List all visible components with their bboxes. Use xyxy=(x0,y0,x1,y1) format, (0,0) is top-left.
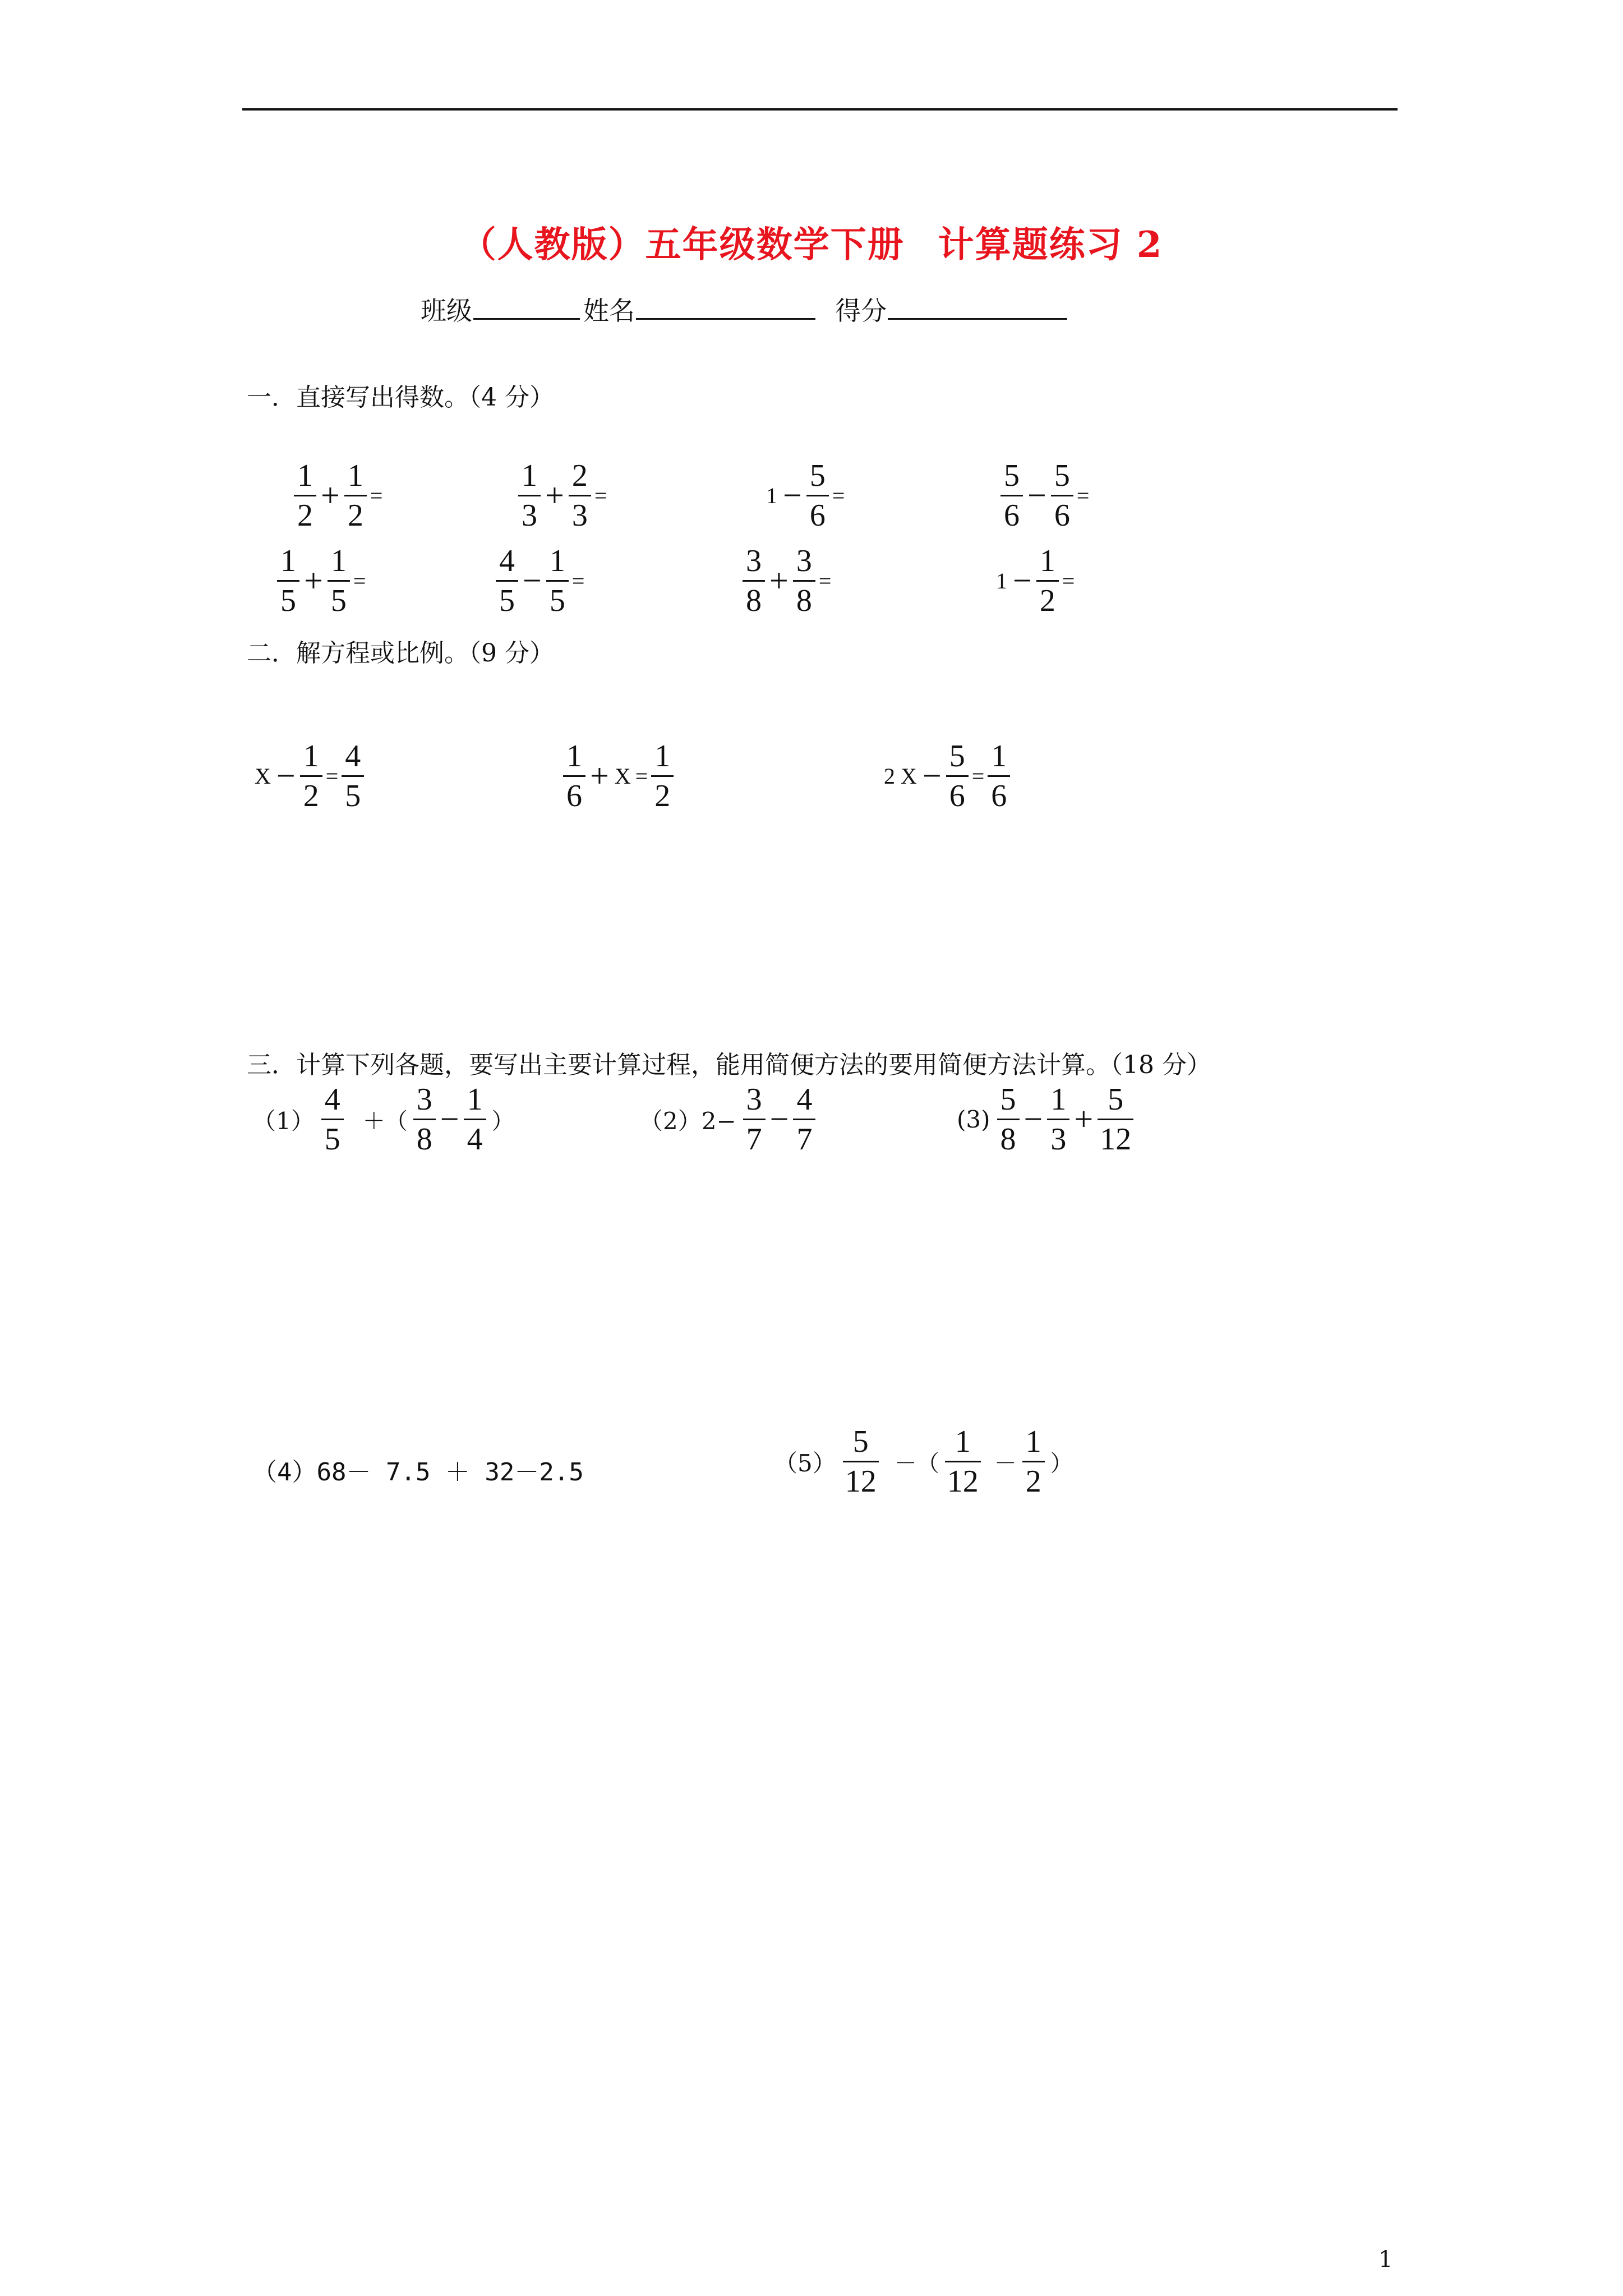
fraction: $\frac{3}{8}$ xyxy=(793,544,815,618)
section1-item xyxy=(292,459,384,532)
equals-sign: = xyxy=(818,568,832,593)
eq1-op: − xyxy=(276,757,296,794)
equals-sign: = xyxy=(594,483,607,508)
eq3-frac-a: $\frac{5}{6}$ xyxy=(946,739,969,813)
student-info-fields xyxy=(421,291,1071,328)
operator: − xyxy=(783,477,802,514)
p5-op1: －（ xyxy=(894,1451,939,1476)
fraction: $\frac{1}{2}$ xyxy=(294,459,316,532)
eq1-var: X xyxy=(255,763,271,789)
class-blank[interactable] xyxy=(473,296,580,320)
operator: − xyxy=(523,562,542,599)
fraction: $\frac{4}{5}$ xyxy=(496,544,518,618)
operator: − xyxy=(1027,477,1046,514)
section3-heading: 三．计算下列各题，要写出主要计算过程，能用简便方法的要用简便方法计算。（18 分） xyxy=(247,1051,1211,1079)
header-rule xyxy=(242,108,1398,111)
fraction: $\frac{2}{3}$ xyxy=(569,459,591,532)
problem-1 xyxy=(252,1083,518,1156)
p4-text: （4）68－ 7.5 ＋ 32－2.5 xyxy=(252,1458,584,1487)
p1-op2: − xyxy=(440,1101,459,1138)
eq2-op: + xyxy=(590,757,609,794)
equals-sign: = xyxy=(571,568,585,593)
equals-sign: = xyxy=(370,483,383,508)
fraction: $\frac{1}{3}$ xyxy=(518,459,541,532)
p2-frac-b: $\frac{4}{7}$ xyxy=(793,1083,815,1156)
score-blank[interactable] xyxy=(888,296,1067,320)
problem-2 xyxy=(639,1083,818,1156)
title-sub: 计算题练习 2 xyxy=(938,224,1163,266)
problem-5 xyxy=(774,1425,1076,1498)
p2-label: （2）2− xyxy=(639,1107,736,1135)
section1-item xyxy=(993,544,1076,618)
p1-close: ） xyxy=(491,1108,514,1134)
operator: + xyxy=(769,562,789,599)
fraction: $\frac{1}{2}$ xyxy=(1036,544,1059,618)
problem-4 xyxy=(252,1452,584,1488)
p1-frac-a: $\frac{4}{5}$ xyxy=(321,1083,344,1156)
fraction: $\frac{1}{5}$ xyxy=(546,544,569,618)
p3-label: (3) xyxy=(957,1106,990,1133)
p5-frac-a: $\frac{5}{12}$ xyxy=(843,1425,879,1498)
eq3-op: − xyxy=(922,757,942,794)
equation-2 xyxy=(561,739,676,813)
section1-item xyxy=(763,459,846,532)
p3-op2: + xyxy=(1074,1101,1094,1138)
section2-heading: 二．解方程或比例。（9 分） xyxy=(247,639,554,668)
p3-frac-a: $\frac{5}{8}$ xyxy=(997,1083,1020,1156)
operator: + xyxy=(304,562,323,599)
eq3-var: 2 X xyxy=(884,763,917,789)
equals-sign: = xyxy=(1062,568,1075,593)
equals-sign: = xyxy=(353,568,366,593)
page-title xyxy=(0,216,1623,268)
eq3-equals: = xyxy=(971,763,985,789)
p1-frac-b: $\frac{3}{8}$ xyxy=(413,1083,436,1156)
section1-item xyxy=(998,459,1090,532)
fraction: $\frac{5}{6}$ xyxy=(806,459,829,532)
p3-op1: − xyxy=(1023,1101,1043,1138)
eq2-frac-b: $\frac{1}{2}$ xyxy=(651,739,674,813)
section1-item xyxy=(275,544,367,618)
operator: + xyxy=(321,477,340,514)
section1-item xyxy=(516,459,608,532)
title-main: （人教版）五年级数学下册 xyxy=(460,224,905,266)
p2-op: − xyxy=(769,1101,789,1138)
lead-number: 1 xyxy=(766,483,777,508)
section1-heading: 一．直接写出得数。（4 分） xyxy=(247,383,554,412)
eq1-equals: = xyxy=(325,763,339,789)
operator: − xyxy=(1013,562,1032,599)
name-blank[interactable] xyxy=(636,296,815,320)
section1-item xyxy=(740,544,832,618)
p2-frac-a: $\frac{3}{7}$ xyxy=(743,1083,766,1156)
equation-3 xyxy=(880,739,1012,813)
p5-label: （5） xyxy=(774,1449,836,1477)
p5-frac-b: $\frac{1}{12}$ xyxy=(945,1425,981,1498)
equals-sign: = xyxy=(1076,483,1090,508)
p5-op2: － xyxy=(994,1451,1017,1476)
fraction: $\frac{1}{5}$ xyxy=(277,544,299,618)
p1-op1: ＋（ xyxy=(362,1108,408,1134)
operator: + xyxy=(545,477,564,514)
lead-number: 1 xyxy=(996,568,1007,593)
equals-sign: = xyxy=(832,483,845,508)
eq2-var: X xyxy=(614,763,631,789)
page-number: 1 xyxy=(1378,2247,1393,2272)
fraction: $\frac{1}{2}$ xyxy=(344,459,367,532)
p5-close: ） xyxy=(1050,1451,1073,1476)
fraction: $\frac{1}{5}$ xyxy=(328,544,350,618)
name-label: 姓名 xyxy=(583,296,635,326)
p5-frac-c: $\frac{1}{2}$ xyxy=(1022,1425,1045,1498)
eq3-frac-b: $\frac{1}{6}$ xyxy=(988,739,1010,813)
fraction: $\frac{5}{6}$ xyxy=(1051,459,1073,532)
equation-1 xyxy=(251,739,366,813)
eq2-equals: = xyxy=(635,763,648,789)
problem-3 xyxy=(957,1083,1136,1156)
eq1-frac-a: $\frac{1}{2}$ xyxy=(300,739,322,813)
p1-frac-c: $\frac{1}{4}$ xyxy=(464,1083,486,1156)
p3-frac-c: $\frac{5}{12}$ xyxy=(1098,1083,1133,1156)
fraction: $\frac{3}{8}$ xyxy=(743,544,765,618)
eq2-frac-a: $\frac{1}{6}$ xyxy=(563,739,585,813)
eq1-frac-b: $\frac{4}{5}$ xyxy=(342,739,364,813)
score-label: 得分 xyxy=(835,296,887,326)
fraction: $\frac{5}{6}$ xyxy=(1000,459,1023,532)
class-label: 班级 xyxy=(421,296,472,326)
p3-frac-b: $\frac{1}{3}$ xyxy=(1047,1083,1069,1156)
section1-item xyxy=(494,544,585,618)
p1-label: （1） xyxy=(252,1107,315,1135)
